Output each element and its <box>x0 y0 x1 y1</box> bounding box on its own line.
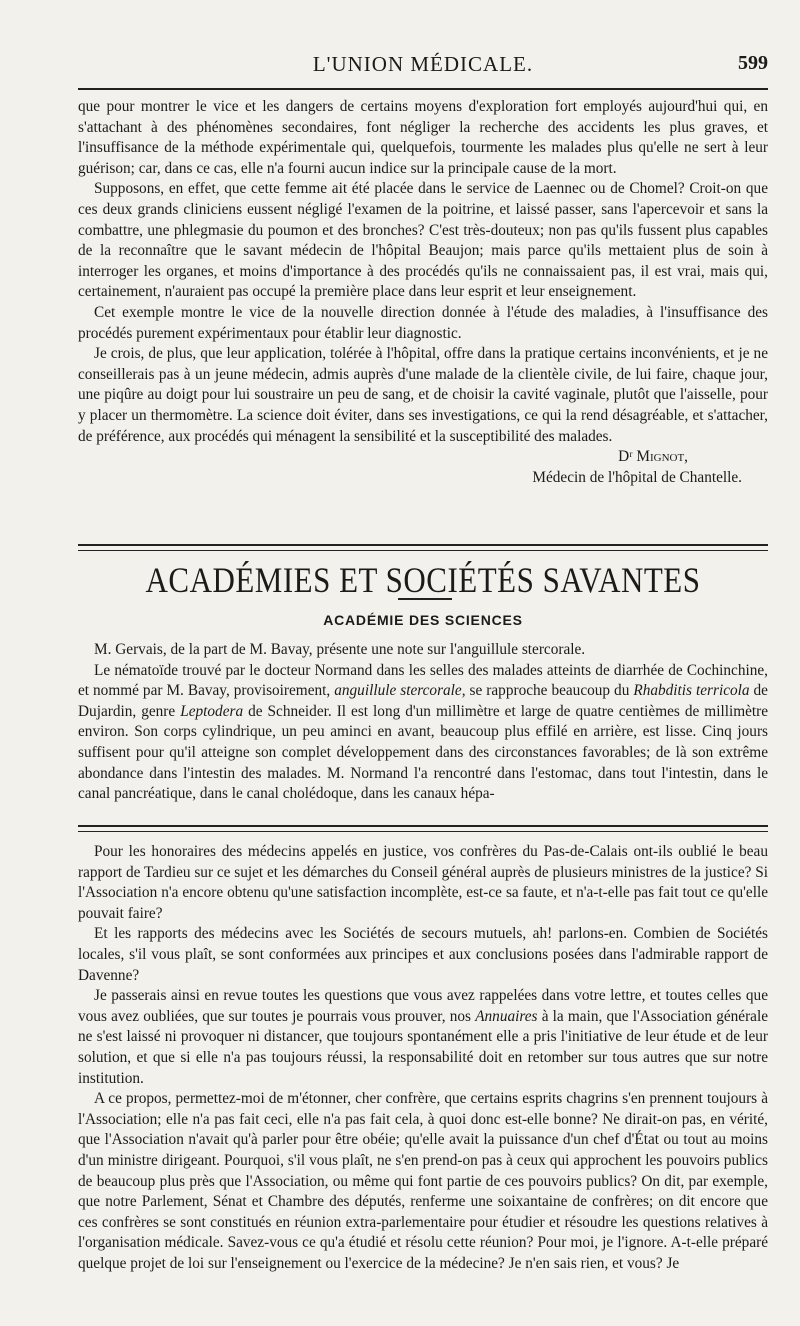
feuilleton-text-a: Je passerais ainsi en revue toutes les questions que vous avez rappelées dans votre lettre, et toutes celles que vous avez oubliées, que sur toutes je pourrais vous prouver, nos <box>78 987 768 1025</box>
signature-name <box>78 447 768 468</box>
feuilleton-italic: Annuaires <box>475 1007 538 1025</box>
academy-italic-2: Rhabditis terricola <box>633 682 750 700</box>
feuilleton-body <box>78 842 768 1274</box>
feuilleton-divider <box>78 825 768 832</box>
signature-author: Mignot, <box>636 448 688 466</box>
signature-title: Médecin de l'hôpital de Chantelle. <box>532 468 742 486</box>
signature-prefix: Dʳ <box>618 448 633 466</box>
article-paragraph-3: Cet exemple montre le vice de la nouvelle direction donnée à l'étude des maladies, à l'insuffisance des procédés purement expérimentaux pour établir leur diagnostic. <box>78 303 768 342</box>
academy-text-d: de Schneider. Il est long d'un millimètre et large de quatre centièmes de millimètre environ. Son corps cylindrique, un peu aminci en avant, beaucoup plus effilé en arrière, est lisse. Cinq jours suffisent pour qu'il atteigne son complet développement dans des circonstances favorables; de là son extrême abondance dans l'intestin des malades. M. Normand l'a rencontré dans l'estomac, dans tout l'intestin, dans le canal pancréatique, dans le canal cholédoque, dans les canaux hépa- <box>78 702 769 803</box>
feuilleton-paragraph-4: A ce propos, permettez-moi de m'étonner, cher confrère, que certains esprits chagrins s'en prennent toujours à l'Association; elle n'a pas fait ceci, elle n'a pas fait cela, à quoi donc est-elle bonne? Ne dirait-on pas, en vérité, que l'Association n'avait qu'à parler pour être obéie; qu'elle avait la puissance d'un chef d'État ou tout au moins d'un ministre dirigeant. Pourquoi, s'il vous plaît, ne s'en prend-on pas à ceux qui approchent les pouvoirs publics de beaucoup plus près que l'Association, ou même qui font partie de ces pouvoirs publics? On dit, par exemple, que notre Parlement, Sénat et Chambre des députés, renferme une soixantaine de confrères; on dit encore que ces confrères se sont constitués en réunion extra-parlementaire pour étudier et résoudre les questions relatives à l'organisation médicale. Savez-vous ce qu'a étudié et résolu cette réunion? Pour moi, je l'ignore. A-t-elle préparé quelque projet de loi sur l'enseignement ou l'exercice de la médecine? Je n'en sais rien, et vous? Je <box>78 1090 768 1272</box>
academy-text-b: se rapproche beaucoup du <box>469 682 630 700</box>
article-paragraph-1: que pour montrer le vice et les dangers de certains moyens d'exploration fort employés aujourd'hui qui, en s'attachant à des phénomènes secondaires, font négliger la recherche des accidents les plus graves, et l'insuffisance de la méthode expérimentale qui, quelquefois, tourmente les malades plus qu'elle ne sert à leur guérison; car, dans ce cas, elle n'a fourni aucun indice sur la principale cause de la mort. <box>78 98 768 177</box>
section-subtitle: ACADÉMIE DES SCIENCES <box>323 612 523 628</box>
feuilleton-paragraph-1: Pour les honoraires des médecins appelés en justice, vos confrères du Pas-de-Calais ont-ils oublié le beau rapport de Tardieu sur ce sujet et les démarches du Conseil général auprès de plusieurs ministres de la justice? Si l'Association n'a encore obtenu qu'une satisfaction incomplète, est-ce sa faute, et n'a-t-elle pas fait tout ce qu'elle pouvait faire? <box>78 843 768 922</box>
running-title: L'UNION MÉDICALE. <box>312 52 534 76</box>
feuilleton-paragraph-3 <box>78 986 768 1089</box>
article-body <box>78 97 768 488</box>
feuilleton-paragraph-2: Et les rapports des médecins avec les Sociétés de secours mutuels, ah! parlons-en. Combien de Sociétés locales, s'il vous plaît, se sont conformées aux principes et aux conclusions posées dans l'admirable rapport de Davenne? <box>78 925 768 984</box>
article-paragraph-4: Je crois, de plus, que leur application, tolérée à l'hôpital, offre dans la pratique certains inconvénients, et je ne conseillerais pas à un jeune médecin, admis auprès d'une malade de la clientèle civile, de lui faire, chaque jour, une piqûre au doigt pour lui soustraire un peu de sang, et de choisir la cavité vaginale, plutôt que l'aisselle, pour y placer un thermomètre. La science doit éviter, dans ses investigations, ce qui la rend désagréable, et s'attacher, de préférence, aux procédés qui ménagent la sensibilité et la susceptibilité des malades. <box>78 345 768 445</box>
academy-text-a: Le nématoïde trouvé par le docteur Normand dans les selles des malades atteints de diarrhée de Cochinchine, et nommé par M. Bavay, provisoirement, <box>78 661 768 700</box>
page-header <box>78 48 768 82</box>
academy-body <box>78 640 768 805</box>
academy-italic-1: anguillule stercorale, <box>334 682 466 700</box>
feuilleton-text-b: à la main, que l'Association générale ne s'est laissé ni provoquer ni distancer, que toujours spontanément elle a pris l'initiative de leur étude et de leur solution, et que si elle n'a pas toujours réussi, la responsabilité doit en retomber sur tous autres que sur notre institution. <box>78 1007 768 1087</box>
article-paragraph-2: Supposons, en effet, que cette femme ait été placée dans le service de Laennec ou de Chomel? Croit-on que ces deux grands cliniciens eussent négligé l'examen de la poitrine, et laissé passer, sans l'apercevoir et sans la combattre, une phlegmasie du poumon et des bronches? C'est très-douteux; non pas qu'ils fussent plus capables de la reconnaître que le savant médecin de l'hôpital Beaujon; mais parce qu'ils mettaient plus de soin à interroger les organes, et moins d'importance à des procédés qu'ils ne connaissaient pas, il est vrai, mais qui, certainement, n'auraient pas occupé la première place dans leur esprit et leur enseignement. <box>78 180 768 301</box>
academy-paragraph-1: M. Gervais, de la part de M. Bavay, présente une note sur l'anguillule stercorale. <box>94 641 586 658</box>
academy-paragraph-2 <box>78 661 768 805</box>
section-divider <box>78 544 768 551</box>
header-rule <box>78 88 768 90</box>
section-title: ACADÉMIES ET SOCIÉTÉS SAVANTES <box>145 560 701 601</box>
academy-italic-3: Leptodera <box>180 702 244 720</box>
academy-text-c: de Dujardin, genre <box>78 682 768 720</box>
title-underline <box>398 598 452 600</box>
page-number: 599 <box>738 52 768 74</box>
